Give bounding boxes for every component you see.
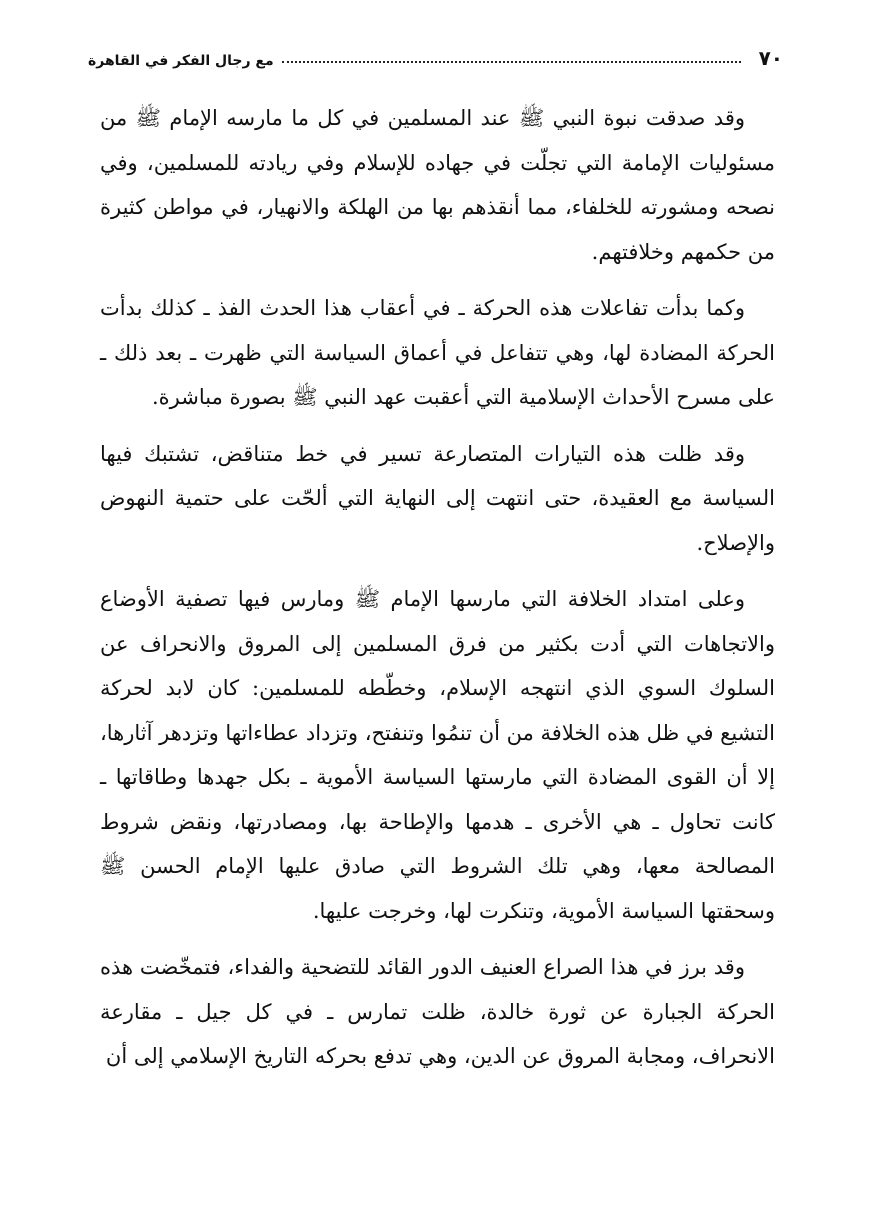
- paragraph: وقد ظلت هذه التيارات المتصارعة تسير في خط متناقض، تشتبك فيها السياسة مع العقيدة، حتى انتهت إلى النهاية التي ألحّت على حتمية النهوض والإصلاح.: [100, 441, 775, 555]
- running-header: [88, 32, 783, 68]
- book-title: مع رجال الفكر في القاهرة: [88, 53, 274, 69]
- paragraph: وقد صدقت نبوة النبي ﷺ عند المسلمين في كل ما مارسه الإمام ﷺ من مسئوليات الإمامة التي تجلّت في جهاده للإسلام وفي ريادته للمسلمين، وفي نصحه ومشورته للخلفاء، مما أنقذهم بها من الهلكة والانهيار، في مواطن كثيرة من حكمهم وخلافتهم.: [100, 106, 775, 264]
- page-number: ٧٠: [758, 46, 783, 70]
- dotted-leader: [282, 61, 741, 63]
- paragraph: وقد برز في هذا الصراع العنيف الدور القائد للتضحية والفداء، فتمخّضت هذه الحركة الجبارة عن ثورة خالدة، ظلت تمارس ـ في كل جيل ـ مقارعة الانحراف، ومجابة المروق عن الدين، وهي تدفع بحركه التاريخ الإسلامي إلى أن: [100, 955, 775, 1068]
- paragraph: وعلى امتداد الخلافة التي مارسها الإمام ﷺ ومارس فيها تصفية الأوضاع والاتجاهات التي أدت بكثير من فرق المسلمين إلى المروق والانحراف عن السلوك السوي الذي انتهجه الإسلام، وخطّطه للمسلمين: كان لابد لحركة التشيع في ظل هذه الخلافة من أن تنمُوا وتنفتح، وتزداد عطاءاتها وتزدهر آثارها، إلا أن القوى المضادة التي مارستها السياسة الأموية ـ بكل جهدها وطاقاتها ـ كانت تحاول ـ هي الأخرى ـ هدمها والإطاحة بها، ومصادرتها، ونقض شروط المصالحة معها، وهي تلك الشروط التي صادق عليها الإمام الحسن ﷺ وسحقتها السياسة الأموية، وتنكرت لها، وخرجت عليها.: [100, 587, 775, 923]
- body-text: [100, 96, 775, 1091]
- paragraph: وكما بدأت تفاعلات هذه الحركة ـ في أعقاب هذا الحدث الفذ ـ كذلك بدأت الحركة المضادة لها، وهي تتفاعل في أعماق السياسة التي ظهرت ـ بعد ذلك ـ على مسرح الأحداث الإسلامية التي أعقبت عهد النبي ﷺ بصورة مباشرة.: [100, 296, 775, 409]
